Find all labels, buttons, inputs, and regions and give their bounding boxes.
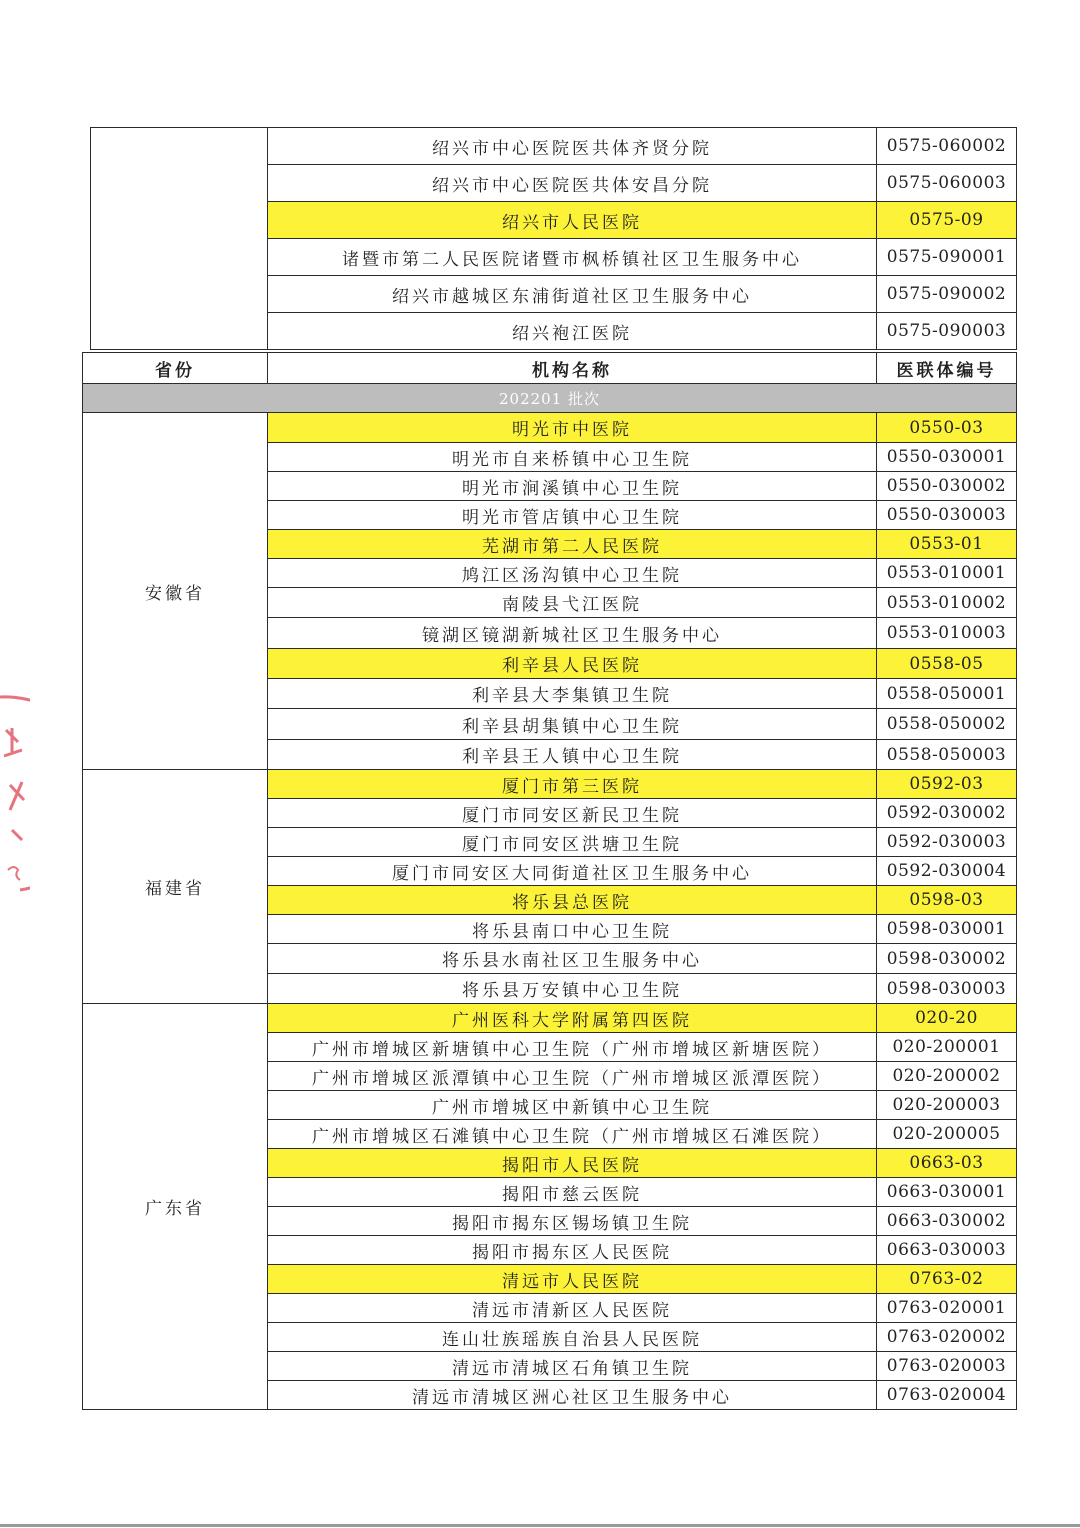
institution-name: 揭阳市揭东区人民医院 [268, 1236, 877, 1265]
alliance-code: 0592-03 [877, 770, 1017, 799]
table-row [83, 770, 1017, 799]
province-cell: 福建省 [83, 770, 268, 1004]
institution-name: 绍兴市越城区东浦街道社区卫生服务中心 [268, 276, 877, 313]
alliance-code: 0575-090003 [877, 313, 1017, 350]
alliance-code: 020-20 [877, 1004, 1017, 1033]
institution-name: 将乐县总医院 [268, 886, 877, 915]
alliance-code: 0575-09 [877, 202, 1017, 239]
alliance-code: 0553-01 [877, 530, 1017, 559]
institution-name: 明光市管店镇中心卫生院 [268, 501, 877, 530]
alliance-code: 0550-030002 [877, 472, 1017, 501]
institution-name: 广州医科大学附属第四医院 [268, 1004, 877, 1033]
institution-name: 绍兴市人民医院 [268, 202, 877, 239]
institution-name: 绍兴市中心医院医共体安昌分院 [268, 165, 877, 202]
alliance-code: 0592-030004 [877, 857, 1017, 886]
institution-name: 揭阳市人民医院 [268, 1149, 877, 1178]
alliance-code: 020-200003 [877, 1091, 1017, 1120]
alliance-code: 0663-030003 [877, 1236, 1017, 1265]
table-row [91, 128, 1017, 165]
institution-name: 清远市清新区人民医院 [268, 1294, 877, 1323]
alliance-code: 0598-030001 [877, 915, 1017, 944]
alliance-code: 0575-090002 [877, 276, 1017, 313]
alliance-code: 0763-020004 [877, 1381, 1017, 1410]
table-row [83, 1004, 1017, 1033]
alliance-code: 0575-090001 [877, 239, 1017, 276]
institution-name: 利辛县王人镇中心卫生院 [268, 740, 877, 770]
alliance-code: 0592-030003 [877, 828, 1017, 857]
alliance-code: 0763-020001 [877, 1294, 1017, 1323]
institution-name: 厦门市同安区大同街道社区卫生服务中心 [268, 857, 877, 886]
header-code: 医联体编号 [877, 353, 1017, 384]
alliance-code: 020-200005 [877, 1120, 1017, 1149]
alliance-code: 020-200002 [877, 1062, 1017, 1091]
institution-name: 镜湖区镜湖新城社区卫生服务中心 [268, 618, 877, 649]
institution-name: 绍兴袍江医院 [268, 313, 877, 350]
alliance-code: 0550-030003 [877, 501, 1017, 530]
province-cell-empty [91, 128, 268, 350]
institution-name: 连山壮族瑶族自治县人民医院 [268, 1323, 877, 1352]
institution-name: 广州市增城区派潭镇中心卫生院（广州市增城区派潭医院） [268, 1062, 877, 1091]
alliance-code: 020-200001 [877, 1033, 1017, 1062]
institution-name: 明光市中医院 [268, 413, 877, 443]
institution-name: 明光市涧溪镇中心卫生院 [268, 472, 877, 501]
alliance-code: 0763-020003 [877, 1352, 1017, 1381]
institution-name: 利辛县胡集镇中心卫生院 [268, 709, 877, 740]
alliance-code: 0663-030002 [877, 1207, 1017, 1236]
institution-name: 广州市增城区新塘镇中心卫生院（广州市增城区新塘医院） [268, 1033, 877, 1062]
institution-name: 厦门市第三医院 [268, 770, 877, 799]
institution-name: 将乐县水南社区卫生服务中心 [268, 944, 877, 974]
institution-name: 广州市增城区石滩镇中心卫生院（广州市增城区石滩医院） [268, 1120, 877, 1149]
alliance-code: 0575-060003 [877, 165, 1017, 202]
batch-row [83, 384, 1017, 413]
institution-name: 厦门市同安区新民卫生院 [268, 799, 877, 828]
institution-name: 鸠江区汤沟镇中心卫生院 [268, 559, 877, 588]
alliance-code: 0575-060002 [877, 128, 1017, 165]
alliance-code: 0663-03 [877, 1149, 1017, 1178]
alliance-code: 0598-030003 [877, 974, 1017, 1004]
alliance-code: 0598-03 [877, 886, 1017, 915]
alliance-code: 0592-030002 [877, 799, 1017, 828]
institution-name: 揭阳市揭东区锡场镇卫生院 [268, 1207, 877, 1236]
institution-name: 诸暨市第二人民医院诸暨市枫桥镇社区卫生服务中心 [268, 239, 877, 276]
institution-name: 绍兴市中心医院医共体齐贤分院 [268, 128, 877, 165]
institution-name: 清远市清城区洲心社区卫生服务中心 [268, 1381, 877, 1410]
institution-table [82, 352, 1017, 1410]
institution-name: 南陵县弋江医院 [268, 588, 877, 618]
alliance-code: 0558-050001 [877, 679, 1017, 709]
alliance-code: 0763-020002 [877, 1323, 1017, 1352]
institution-name: 将乐县万安镇中心卫生院 [268, 974, 877, 1004]
alliance-code: 0558-050003 [877, 740, 1017, 770]
province-cell: 广东省 [83, 1004, 268, 1410]
alliance-code: 0598-030002 [877, 944, 1017, 974]
institution-name: 将乐县南口中心卫生院 [268, 915, 877, 944]
institution-name: 芜湖市第二人民医院 [268, 530, 877, 559]
page-edge-line [0, 1524, 1080, 1527]
institution-name: 清远市人民医院 [268, 1265, 877, 1294]
alliance-code: 0663-030001 [877, 1178, 1017, 1207]
table-header [83, 353, 1017, 384]
province-cell: 安徽省 [83, 413, 268, 770]
alliance-code: 0763-02 [877, 1265, 1017, 1294]
alliance-code: 0550-030001 [877, 443, 1017, 472]
header-institution: 机构名称 [268, 353, 877, 384]
institution-name: 清远市清城区石角镇卫生院 [268, 1352, 877, 1381]
institution-name: 厦门市同安区洪塘卫生院 [268, 828, 877, 857]
alliance-code: 0553-010003 [877, 618, 1017, 649]
alliance-code: 0558-050002 [877, 709, 1017, 740]
alliance-code: 0550-03 [877, 413, 1017, 443]
institution-name: 明光市自来桥镇中心卫生院 [268, 443, 877, 472]
table-row [83, 413, 1017, 443]
alliance-code: 0558-05 [877, 649, 1017, 679]
continuation-table [90, 127, 1017, 350]
institution-name: 揭阳市慈云医院 [268, 1178, 877, 1207]
batch-label: 202201 批次 [83, 384, 1017, 413]
institution-name: 利辛县人民医院 [268, 649, 877, 679]
alliance-code: 0553-010002 [877, 588, 1017, 618]
header-province: 省份 [83, 353, 268, 384]
institution-name: 利辛县大李集镇卫生院 [268, 679, 877, 709]
seal-stamp [0, 690, 30, 900]
institution-name: 广州市增城区中新镇中心卫生院 [268, 1091, 877, 1120]
alliance-code: 0553-010001 [877, 559, 1017, 588]
